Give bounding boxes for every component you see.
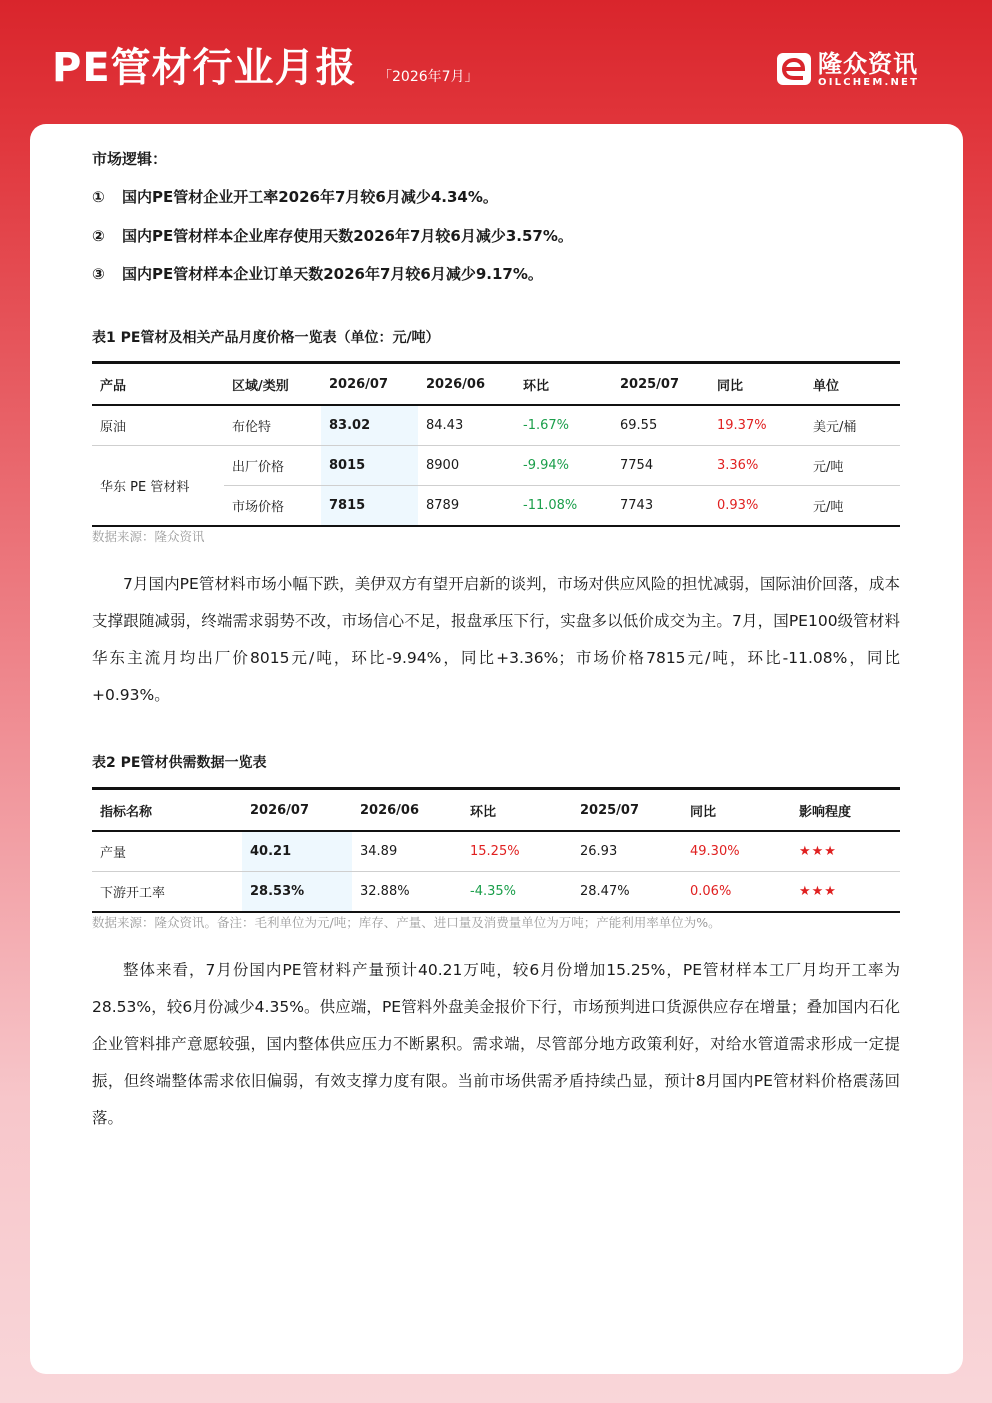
logic-text: 国内PE管材样本企业库存使用天数2026年7月较6月减少3.57%。 [122,227,573,245]
unit-cell: 元/吨 [805,446,900,486]
last-year-value-cell: 69.55 [612,405,709,446]
col-header: 环比 [462,789,572,832]
indicator-cell: 下游开工率 [92,872,242,913]
previous-value-cell: 84.43 [418,405,515,446]
table1-title: 表1 PE管材及相关产品月度价格一览表（单位：元/吨） [92,330,440,346]
logic-item [92,225,573,246]
current-value-cell: 83.02 [321,405,418,446]
mom-cell: -9.94% [515,446,612,486]
previous-value-cell: 32.88% [352,872,462,913]
logic-text: 国内PE管材企业开工率2026年7月较6月减少4.34%。 [122,188,498,206]
col-header: 区域/类别 [224,363,321,406]
content-card [30,124,963,1374]
current-value-cell: 40.21 [242,831,352,872]
col-header: 2026/07 [242,789,352,832]
indicator-cell: 产量 [92,831,242,872]
col-header: 指标名称 [92,789,242,832]
col-header: 2025/07 [612,363,709,406]
table2-title: 表2 PE管材供需数据一览表 [92,755,267,771]
table-row [92,405,900,446]
col-header: 产品 [92,363,224,406]
table2-source: 数据来源：隆众资讯。备注：毛利单位为元/吨；库存、产量、进口量及消费量单位为万吨；产能利用率单位为%。 [92,915,721,930]
table1-source: 数据来源：隆众资讯 [92,529,205,544]
mom-cell: -4.35% [462,872,572,913]
unit-cell: 元/吨 [805,486,900,527]
impact-stars: ★★★ [791,831,900,872]
previous-value-cell: 8900 [418,446,515,486]
paragraph-market: 7月国内PE管材料市场小幅下跌，美伊双方有望开启新的谈判，市场对供应风险的担忧减弱，国际油价回落，成本支撑跟随减弱，终端需求弱势不改，市场信心不足，报盘承压下行，实盘多以低价成交为主。7月，国PE100级管材料华东主流月均出厂价8015元/吨，环比-9.94%，同比+3.36%；市场价格7815元/吨，环比-11.08%，同比+0.93%。 [92,575,900,704]
previous-value-cell: 34.89 [352,831,462,872]
logic-item [92,263,543,284]
region-cell: 市场价格 [224,486,321,527]
product-cell: 华东 PE 管材料 [92,446,224,527]
col-header: 单位 [805,363,900,406]
current-value-cell: 7815 [321,486,418,527]
col-header: 影响程度 [791,789,900,832]
yoy-cell: 0.93% [709,486,805,527]
previous-value-cell: 8789 [418,486,515,527]
oilchem-logo [776,50,941,90]
logic-number: ① [92,188,105,206]
report-title: PE管材行业月报 [52,45,357,91]
mom-cell: -11.08% [515,486,612,527]
current-value-cell: 28.53% [242,872,352,913]
price-table [92,361,900,527]
report-period: 「2026年7月」 [378,69,479,85]
col-header: 2025/07 [572,789,682,832]
yoy-cell: 3.36% [709,446,805,486]
yoy-cell: 19.37% [709,405,805,446]
market-logic-heading: 市场逻辑： [92,150,168,168]
logic-text: 国内PE管材样本企业订单天数2026年7月较6月减少9.17%。 [122,265,543,283]
col-header: 2026/06 [352,789,462,832]
table-row [92,446,900,486]
col-header: 同比 [682,789,791,832]
col-header: 环比 [515,363,612,406]
last-year-value-cell: 26.93 [572,831,682,872]
col-header: 2026/06 [418,363,515,406]
logo-cn-text: 隆众资讯 [818,50,918,78]
product-cell: 原油 [92,405,224,446]
paragraph-summary: 整体来看，7月份国内PE管材料产量预计40.21万吨，较6月份增加15.25%，PE管材样本工厂月均开工率为28.53%，较6月份减少4.35%。供应端，PE管料外盘美金报价下行，市场预判进口货源供应存在增量；叠加国内石化企业管料排产意愿较强，国内整体供应压力不断累积。需求端，尽管部分地方政策利好，对给水管道需求形成一定提振，但终端整体需求依旧偏弱，有效支撑力度有限。当前市场供需矛盾持续凸显，预计8月国内PE管材料价格震荡回落。 [92,961,900,1127]
report-header [0,0,992,125]
col-header: 同比 [709,363,805,406]
yoy-cell: 0.06% [682,872,791,913]
current-value-cell: 8015 [321,446,418,486]
logo-en-text: OILCHEM.NET [818,77,920,88]
table-row [92,872,900,913]
table-header-row [92,363,900,406]
logo-e-icon [776,52,812,86]
yoy-cell: 49.30% [682,831,791,872]
impact-stars: ★★★ [791,872,900,913]
unit-cell: 美元/桶 [805,405,900,446]
region-cell: 布伦特 [224,405,321,446]
last-year-value-cell: 7754 [612,446,709,486]
table-row [92,831,900,872]
mom-cell: 15.25% [462,831,572,872]
logic-number: ② [92,227,105,245]
col-header: 2026/07 [321,363,418,406]
supply-demand-table [92,787,900,913]
logic-number: ③ [92,265,105,283]
table-header-row [92,789,900,832]
logic-item [92,186,498,207]
mom-cell: -1.67% [515,405,612,446]
last-year-value-cell: 7743 [612,486,709,527]
last-year-value-cell: 28.47% [572,872,682,913]
region-cell: 出厂价格 [224,446,321,486]
